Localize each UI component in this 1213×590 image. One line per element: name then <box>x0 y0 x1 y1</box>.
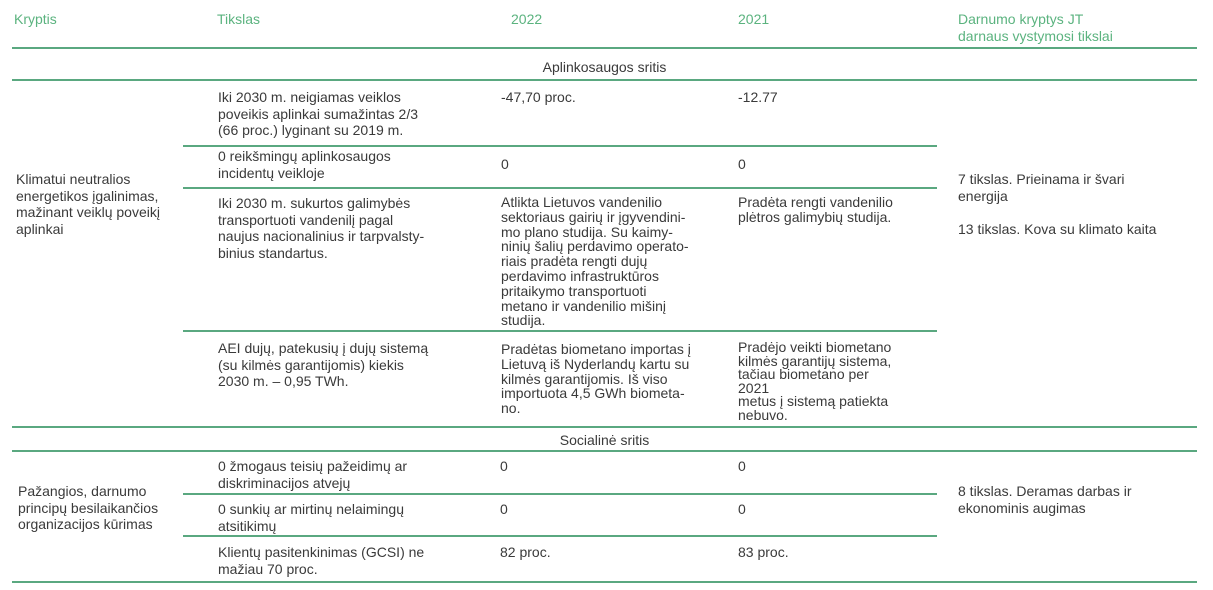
value-2021-row-2: 0 <box>738 156 746 172</box>
value-2021-row-4: Pradėjo veikti biometano kilmės garantijų sistema, tačiau biometano per 2021 metus į sistemą patiekta nebuvo. <box>738 339 892 423</box>
row-divider <box>183 187 937 189</box>
direction-pazangios: Pažangios, darnumo principų besilaikančios organizacijos kūrimas <box>18 483 159 532</box>
value-2022-row-4: Pradėtas biometano importas į Lietuvą iš Nyderlandų kartu su kilmės garantijomis. Iš viso importuota 4,5 GWh biometa- no. <box>501 341 691 417</box>
header-2022: 2022 <box>511 11 543 27</box>
sdg-socialine: 8 tikslas. Deramas darbas ir ekonominis augimas <box>958 483 1132 516</box>
value-2022-row-6: 0 <box>500 501 508 517</box>
row-divider <box>183 145 937 147</box>
value-2021-row-7: 83 proc. <box>738 544 789 560</box>
section-rule <box>12 79 1197 81</box>
value-2021-row-5: 0 <box>738 458 746 474</box>
header-2021: 2021 <box>738 11 770 27</box>
goal-row-7: Klientų pasitenkinimas (GCSI) ne mažiau 70 proc. <box>218 544 425 577</box>
row-divider <box>183 493 937 495</box>
row-divider <box>183 535 937 537</box>
section-rule <box>12 426 1197 428</box>
header-rule <box>12 47 1197 49</box>
header-tikslas: Tikslas <box>217 11 261 27</box>
goal-row-1: Iki 2030 m. neigiamas veiklos poveikis aplinkai sumažintas 2/3 (66 proc.) lyginant su 2019 m. <box>218 89 418 138</box>
goal-row-2: 0 reikšmingų aplinkosaugos incidentų veikloje <box>218 148 391 181</box>
direction-klimatui: Klimatui neutralios energetikos įgalinimas, mažinant veiklų poveikį aplinkai <box>16 171 160 237</box>
value-2022-row-3: Atlikta Lietuvos vandenilio sektoriaus gairių ir įgyvendini- mo plano studija. Su kaimy- ninių šalių perdavimo operato- riais pradėta rengti dujų perdavimo infrastruktūros pritaikymo transportuoti metano ir vandenilio mišinį studija. <box>501 194 689 329</box>
section-title-socialine: Socialinė sritis <box>559 432 650 448</box>
value-2022-row-7: 82 proc. <box>500 544 551 560</box>
value-2022-row-2: 0 <box>501 156 509 172</box>
goal-row-4: AEI dujų, patekusių į dujų sistemą (su kilmės garantijomis) kiekis 2030 m. – 0,95 TWh. <box>218 340 429 389</box>
goal-row-6: 0 sunkių ar mirtinų nelaimingų atsitikimų <box>218 501 404 534</box>
value-2022-row-1: -47,70 proc. <box>501 89 576 105</box>
sdg-aplinkosaugos: 7 tikslas. Prieinama ir švari energija 13 tikslas. Kova su klimato kaita <box>958 171 1157 237</box>
header-darnumo: Darnumo kryptys JT darnaus vystymosi tikslai <box>958 11 1113 44</box>
section-title-aplinkosaugos: Aplinkosaugos sritis <box>542 59 667 75</box>
goal-row-5: 0 žmogaus teisių pažeidimų ar diskriminacijos atvejų <box>218 458 408 491</box>
value-2022-row-5: 0 <box>500 458 508 474</box>
table-bottom-rule <box>12 581 1197 583</box>
value-2021-row-1: -12.77 <box>738 89 778 105</box>
row-divider <box>183 330 937 332</box>
section-rule <box>12 450 1197 452</box>
value-2021-row-3: Pradėta rengti vandenilio plėtros galimybių studija. <box>738 194 893 225</box>
goal-row-3: Iki 2030 m. sukurtos galimybės transportuoti vandenilį pagal naujus nacionalinius ir tarpvalsty- binius standartus. <box>218 195 425 261</box>
header-kryptis: Kryptis <box>14 11 57 27</box>
value-2021-row-6: 0 <box>738 501 746 517</box>
